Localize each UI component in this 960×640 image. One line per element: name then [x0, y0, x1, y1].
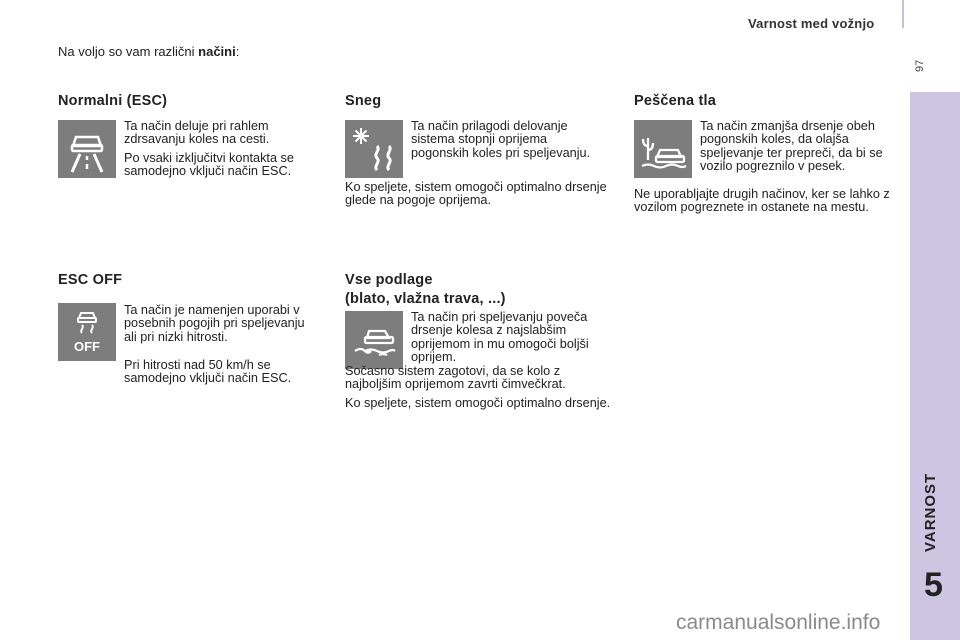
road-car-icon	[58, 120, 116, 178]
chapter-side-tab	[910, 92, 960, 640]
all-terrain-description-2	[345, 365, 615, 415]
header-divider	[902, 0, 904, 28]
mud-car-icon	[345, 311, 403, 369]
sand-description-2	[634, 188, 906, 220]
esc-off-text-2: Pri hitrosti nad 50 km/h se samodejno vključi način ESC.	[124, 358, 292, 386]
section-title-all-terrain-2: (blato, vlažna trava, ...)	[345, 291, 506, 307]
section-title-all-terrain-1: Vse podlage	[345, 272, 433, 288]
intro-suffix: :	[235, 44, 240, 59]
snow-text-1: Ta način prilagodi delovanje sistema stopnji oprijema pogonskih koles pri speljevanju.	[411, 119, 591, 160]
snowflake-icon	[345, 120, 403, 178]
page-number: 97	[914, 59, 926, 72]
all-terrain-text-1: Ta način pri speljevanju poveča drsenje kolesa z najslabšim oprijemom in mu omogoči boljši oprijem.	[411, 310, 589, 365]
section-title-esc-off: ESC OFF	[58, 272, 123, 288]
esc-off-icon	[58, 303, 116, 361]
intro-prefix: Na voljo so vam različni	[58, 44, 199, 59]
section-title-sand: Peščena tla	[634, 93, 716, 109]
esc-off-icon-text: OFF	[74, 339, 100, 354]
chapter-label: VARNOST	[922, 472, 939, 552]
sand-car-icon	[634, 120, 692, 178]
page-header-title: Varnost med vožnjo	[748, 16, 875, 31]
all-terrain-text-2: Sočasno sistem zagotovi, da se kolo z najboljšim oprijemom zavrti čimvečkrat.	[345, 364, 566, 392]
normal-text-2: Po vsaki izključitvi kontakta se samodejno vključi način ESC.	[124, 150, 294, 179]
normal-description	[124, 120, 319, 184]
section-title-normal: Normalni (ESC)	[58, 93, 168, 109]
normal-text-1: Ta način deluje pri rahlem zdrsavanju koles na cesti.	[124, 119, 270, 147]
esc-off-description-2	[124, 359, 319, 391]
snow-description-1	[411, 120, 606, 165]
watermark: carmanualsonline.info	[676, 611, 881, 634]
chapter-number: 5	[924, 566, 943, 604]
sand-text-2: Ne uporabljajte drugih načinov, ker se lahko z vozilom pogreznete in ostanete na mestu.	[634, 187, 890, 215]
snow-text-2: Ko speljete, sistem omogoči optimalno drsenje glede na pogoje oprijema.	[345, 180, 607, 208]
snow-description-2	[345, 181, 615, 213]
all-terrain-description-1	[411, 311, 606, 370]
intro-bold: načini	[198, 44, 236, 59]
esc-off-text-1: Ta način je namenjen uporabi v posebnih pogojih pri speljevanju ali pri nizki hitrosti.	[124, 303, 305, 344]
intro-text	[58, 44, 239, 59]
section-title-snow: Sneg	[345, 93, 382, 109]
esc-off-description-1	[124, 304, 319, 349]
all-terrain-text-3: Ko speljete, sistem omogoči optimalno drsenje.	[345, 395, 611, 410]
sand-text-1: Ta način zmanjša drsenje obeh pogonskih koles, da olajša speljevanje ter prepreči, da bi se vozilo pogreznilo v pesek.	[700, 119, 883, 174]
sand-description-1	[700, 120, 900, 179]
